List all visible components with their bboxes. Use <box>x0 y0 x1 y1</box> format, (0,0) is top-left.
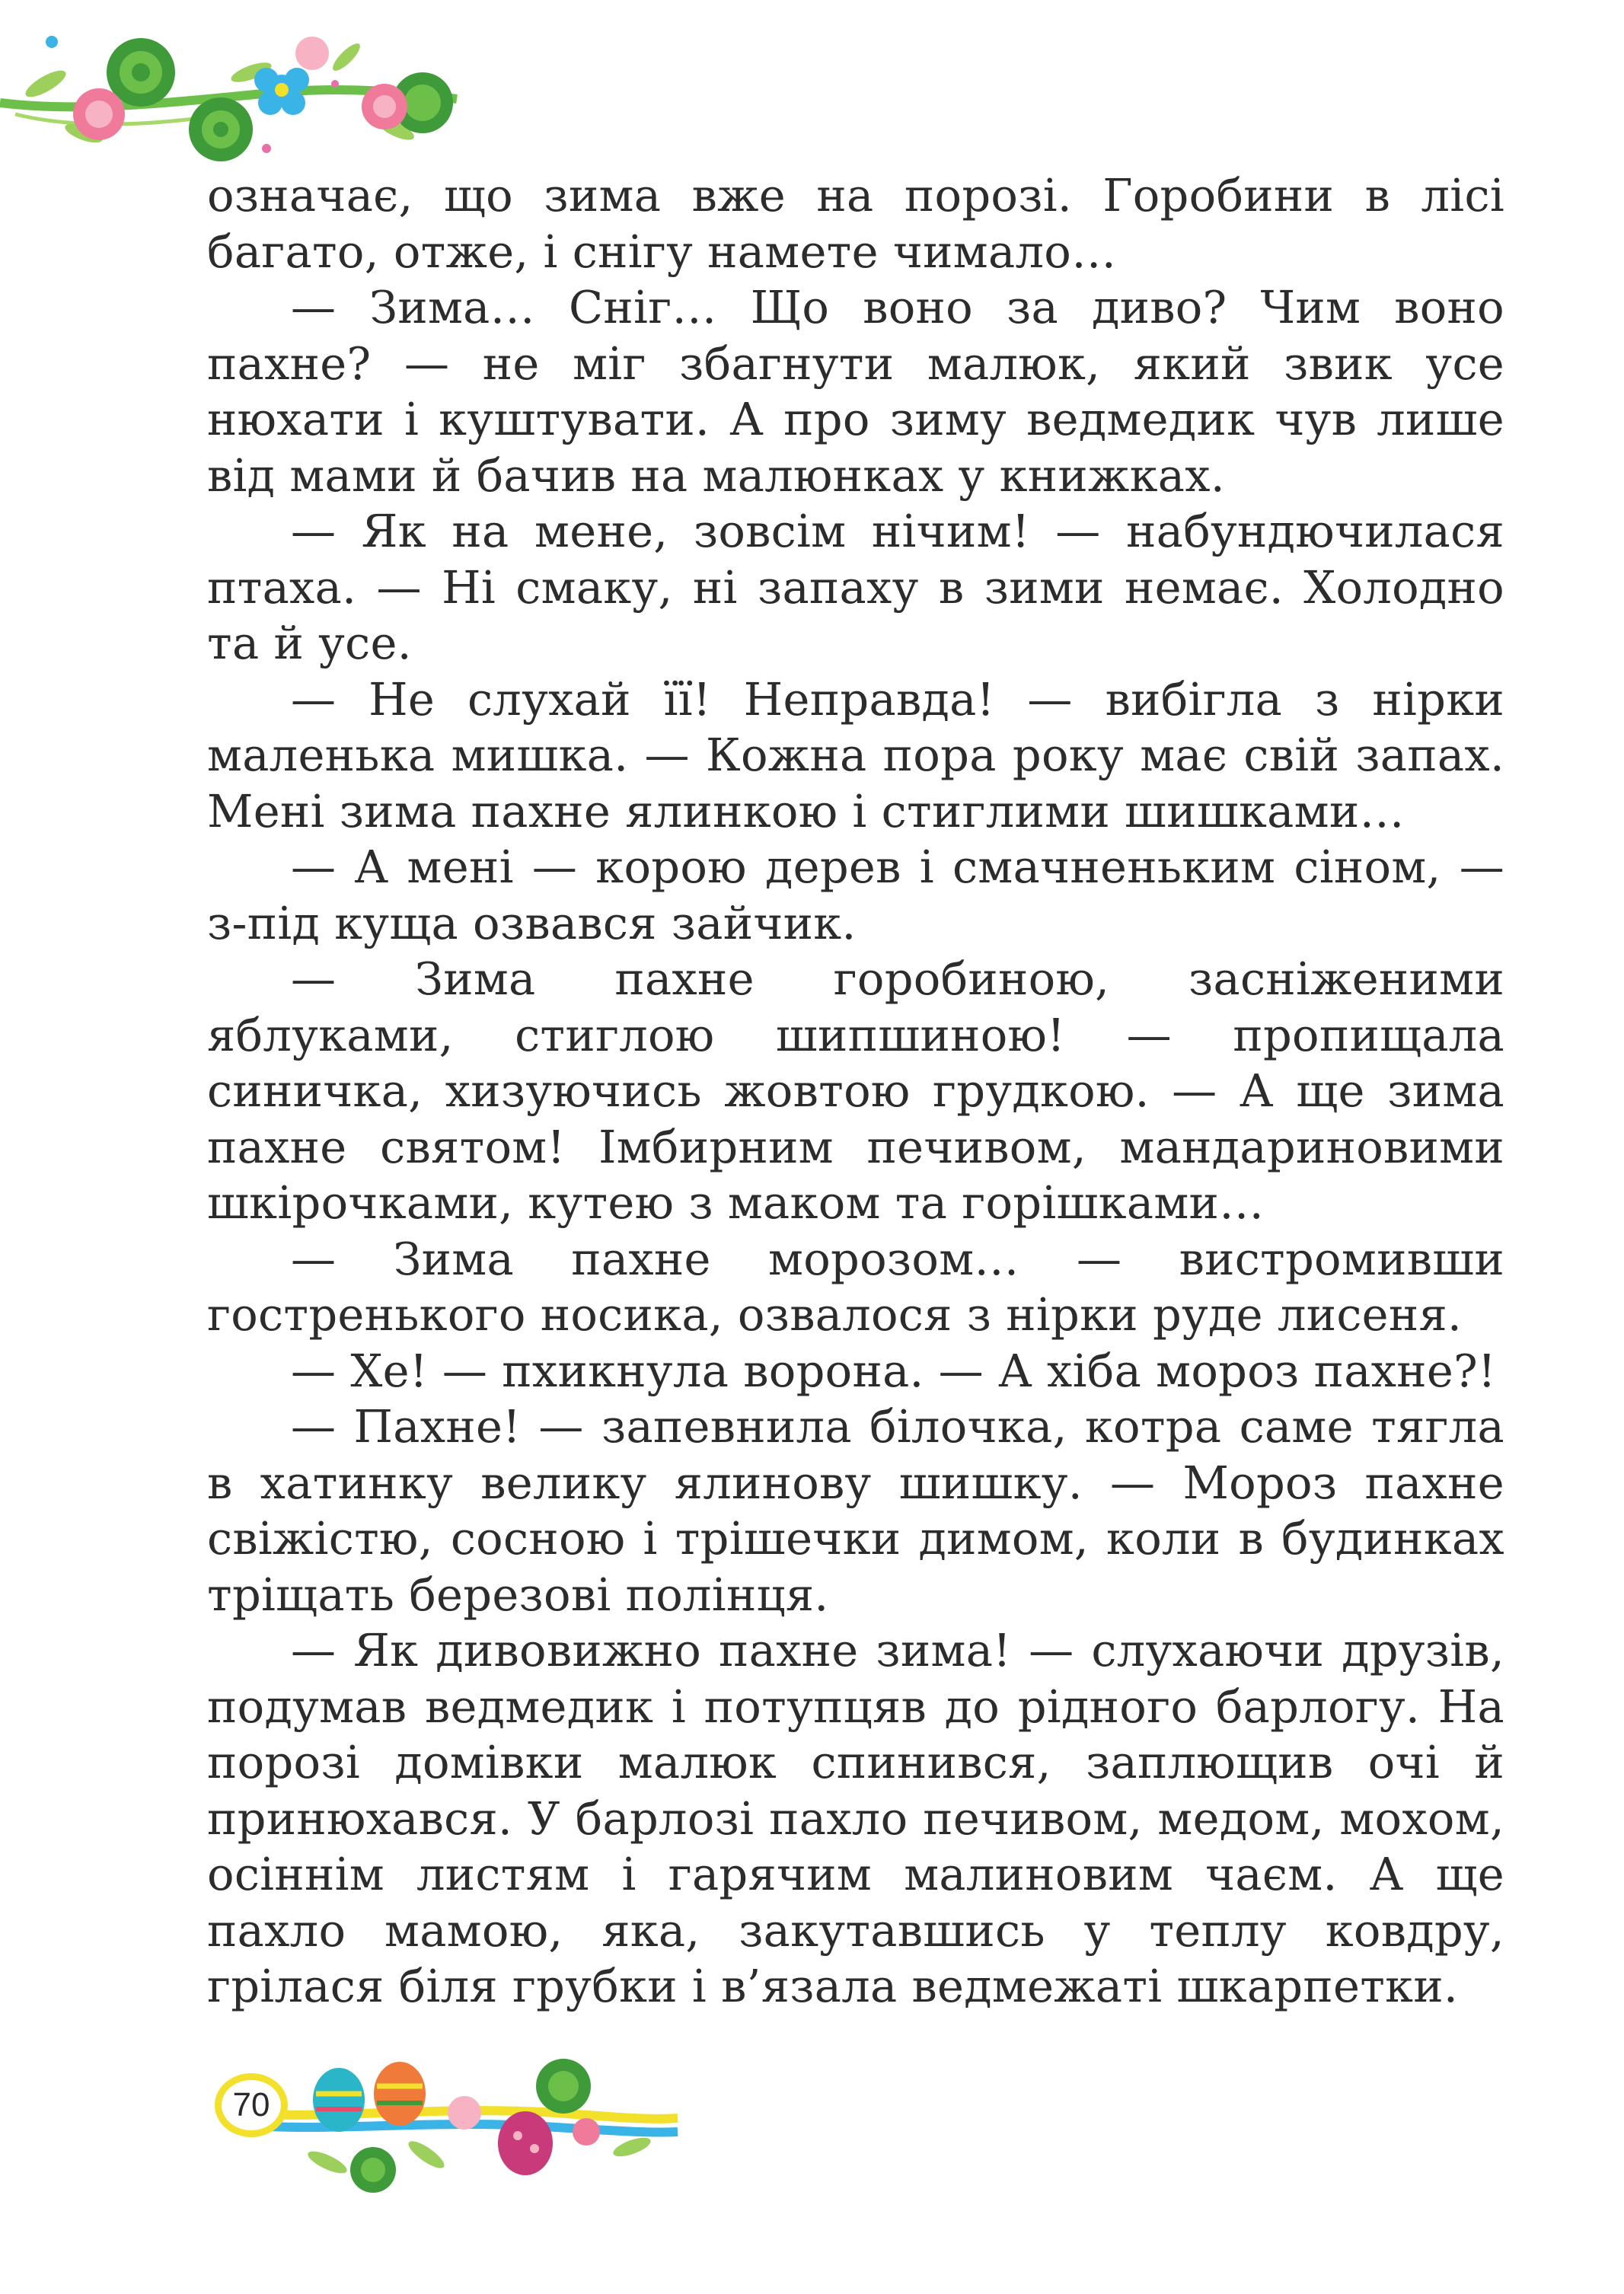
flower-branch-icon <box>0 0 472 183</box>
paragraph: — Як на мене, зовсім нічим! — набундючилася птаха. — Ні смаку, ні запаху в зими немає. Холодно та й усе. <box>207 505 1504 669</box>
paragraph: — Зима… Сніг… Що воно за диво? Чим воно пахне? — не міг збагнути малюк, який звик усе нюхати і куштувати. А про зиму ведмедик чув лише від мами й бачив на малюнках у книжках. <box>207 281 1504 502</box>
paragraph: — Пахне! — запевнила білочка, котра саме тягла в хатинку велику ялинову шишку. — Мороз пахне свіжістю, сосною і трішечки димом, коли в будинках тріщать березові полінця. <box>207 1400 1504 1621</box>
paragraph: — А мені — корою дерев і смачненьким сіном, — з-під куща озвався зайчик. <box>207 841 1504 949</box>
paragraph: — Хе! — пхикнула ворона. — А хіба мороз пахне?! <box>291 1344 1497 1397</box>
page-number: 70 <box>215 2073 288 2137</box>
paragraph: означає, що зима вже на порозі. Горобини в лісі багато, отже, і снігу намете чимало… <box>207 169 1504 278</box>
story-text <box>207 168 1504 2015</box>
paragraph: — Не слухай її! Неправда! — вибігла з нірки маленька мишка. — Кожна пора року має свій запах. Мені зима пахне ялинкою і стиглими шишками… <box>207 672 1504 838</box>
easter-egg-icon <box>206 2048 693 2208</box>
paragraph: — Зима пахне горобиною, засніженими яблуками, стиглою шипшиною! — пропищала синичка, хизуючись жовтою грудкою. — А ще зима пахне святом! Імбирним печивом, мандариновими шкірочками, кутею з маком та горішками… <box>207 952 1504 1229</box>
paragraph: — Як дивовижно пахне зима! — слухаючи друзів, подумав ведмедик і потупцяв до рідного барлогу. На порозі домівки малюк спинився, заплющив очі й принюхався. У барлозі пахло печивом, медом, мохом, осіннім листям і гарячим малиновим чаєм. А ще пахло мамою, яка, закутавшись у теплу ковдру, грілася біля грубки і в’язала ведмежаті шкарпетки. <box>207 1624 1504 2012</box>
paragraph: — Зима пахне морозом… — вистромивши гостренького носика, озвалося з нірки руде лисеня. <box>207 1232 1504 1341</box>
